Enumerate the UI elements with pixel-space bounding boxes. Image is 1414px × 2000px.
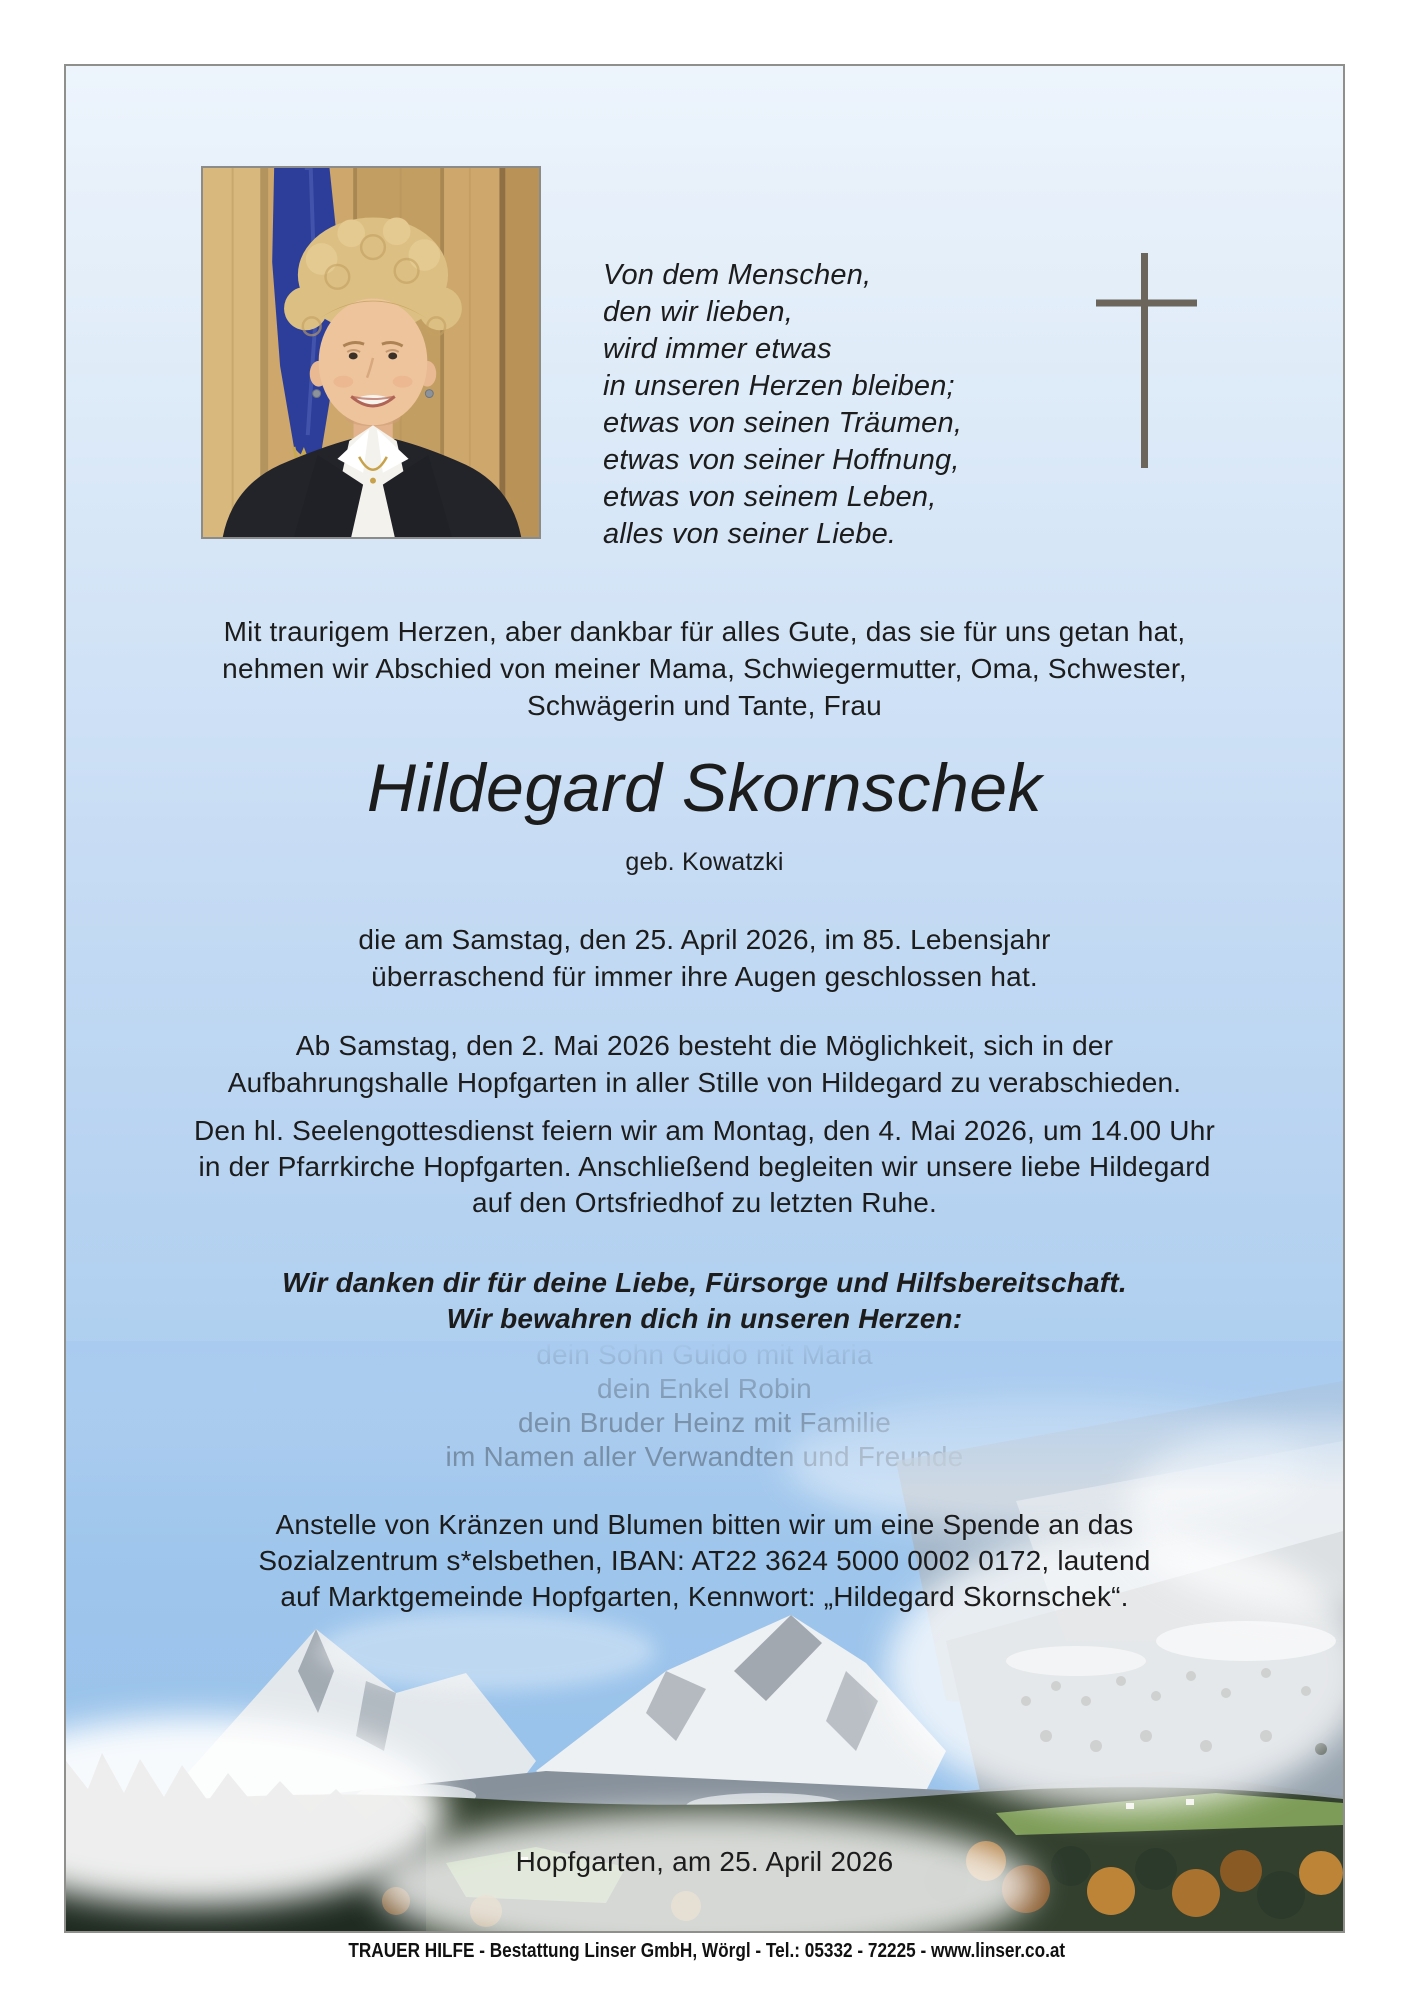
- portrait-illustration: [203, 168, 539, 537]
- maiden-name: geb. Kowatzki: [625, 848, 784, 876]
- donation-line: Anstelle von Kränzen und Blumen bitten wir um eine Spende an das: [275, 1509, 1134, 1540]
- farewell-line: Aufbahrungshalle Hopfgarten in aller Stille von Hildegard zu verabschieden.: [227, 1067, 1182, 1098]
- poem-line: wird immer etwas: [603, 333, 832, 365]
- donation-text: [66, 1507, 1343, 1615]
- poem-verse: [603, 257, 962, 553]
- thanks-text: [66, 1265, 1343, 1337]
- poem-line: Von dem Menschen,: [603, 259, 872, 291]
- intro-line: Schwägerin und Tante, Frau: [527, 690, 882, 721]
- poem-line: den wir lieben,: [603, 296, 793, 328]
- service-line: auf den Ortsfriedhof zu letzten Ruhe.: [472, 1187, 937, 1218]
- intro-text: [66, 613, 1343, 724]
- deceased-name: Hildegard Skornschek: [366, 750, 1043, 826]
- thanks-line: Wir bewahren dich in unseren Herzen:: [446, 1303, 963, 1334]
- poem-line: etwas von seiner Hoffnung,: [603, 444, 960, 476]
- funeral-home-footer-text: TRAUER HILFE - Bestattung Linser GmbH, Wörgl - Tel.: 05332 - 72225 - www.linser.co.at: [348, 1940, 1066, 1962]
- intro-line: nehmen wir Abschied von meiner Mama, Schwiegermutter, Oma, Schwester,: [222, 653, 1187, 684]
- service-line: in der Pfarrkirche Hopfgarten. Anschließend begleiten wir unsere liebe Hildegard: [198, 1151, 1211, 1182]
- service-line: Den hl. Seelengottesdienst feiern wir am Montag, den 4. Mai 2026, um 14.00 Uhr: [193, 1115, 1216, 1146]
- service-text: [66, 1113, 1343, 1221]
- intro-line: Mit traurigem Herzen, aber dankbar für alles Gute, das sie für uns getan hat,: [223, 616, 1186, 647]
- donation-line: Sozialzentrum s*elsbethen, IBAN: AT22 3624 5000 0002 0172, lautend: [258, 1545, 1151, 1576]
- thanks-line: Wir danken dir für deine Liebe, Fürsorge und Hilfsbereitschaft.: [282, 1267, 1127, 1298]
- farewell-text: [66, 1027, 1343, 1101]
- passing-line: überraschend für immer ihre Augen geschlossen hat.: [371, 961, 1038, 992]
- passing-text: [66, 921, 1343, 995]
- parte-card: [64, 64, 1345, 1933]
- poem-line: etwas von seinem Leben,: [603, 481, 937, 513]
- poem-line: alles von seiner Liebe.: [603, 518, 897, 550]
- poem-line: etwas von seinen Träumen,: [603, 407, 963, 439]
- donation-line: auf Marktgemeinde Hopfgarten, Kennwort: „Hildegard Skornschek“.: [280, 1581, 1129, 1612]
- portrait-photo: [201, 166, 541, 539]
- place-date-line: Hopfgarten, am 25. April 2026: [515, 1846, 894, 1877]
- passing-line: die am Samstag, den 25. April 2026, im 85. Lebensjahr: [358, 924, 1051, 955]
- latin-cross-icon: [1076, 246, 1216, 476]
- funeral-home-footer: [0, 1938, 1414, 1964]
- farewell-line: Ab Samstag, den 2. Mai 2026 besteht die Möglichkeit, sich in der: [295, 1030, 1114, 1061]
- poem-line: in unseren Herzen bleiben;: [603, 370, 955, 402]
